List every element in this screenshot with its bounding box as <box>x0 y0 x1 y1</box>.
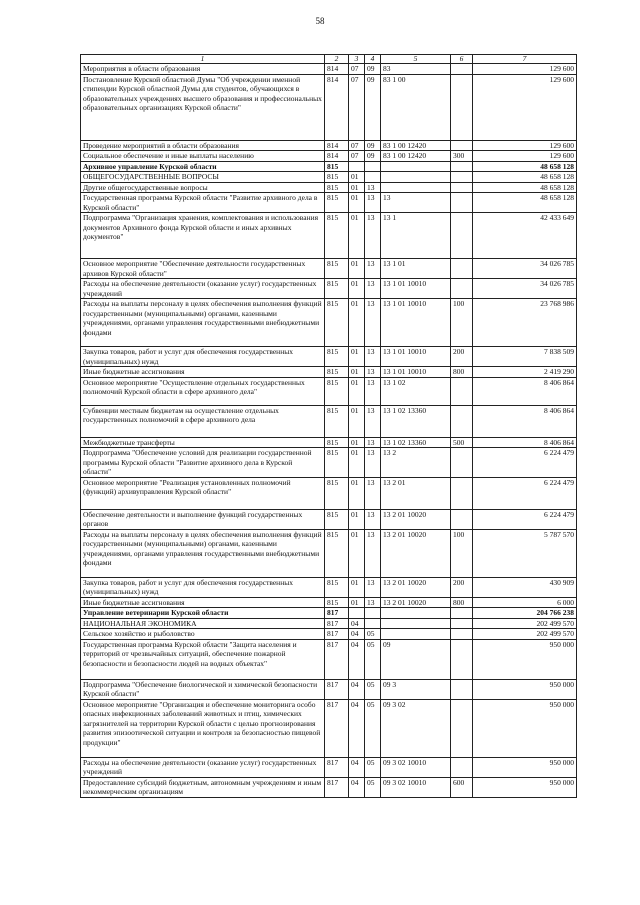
row-amount: 48 658 128 <box>473 182 577 193</box>
row-name: Основное мероприятие "Обеспечение деятельности государственных архивов Курской области" <box>81 259 325 279</box>
row-expense-type <box>451 509 473 529</box>
row-section: 01 <box>349 182 365 193</box>
row-expense-type <box>451 74 473 140</box>
row-section: 01 <box>349 172 365 183</box>
row-target-article: 13 1 01 10010 <box>381 347 451 367</box>
row-ministry-code: 814 <box>325 140 349 151</box>
row-target-article: 13 1 01 10010 <box>381 367 451 378</box>
row-amount: 5 787 570 <box>473 529 577 577</box>
row-expense-type <box>451 477 473 509</box>
table-row <box>81 182 577 193</box>
row-subsection: 13 <box>365 509 381 529</box>
row-expense-type <box>451 639 473 679</box>
row-target-article: 13 1 02 <box>381 377 451 405</box>
table-row <box>81 577 577 597</box>
row-target-article <box>381 618 451 629</box>
row-section: 01 <box>349 577 365 597</box>
row-amount: 202 499 570 <box>473 629 577 640</box>
row-section: 01 <box>349 529 365 577</box>
row-section: 04 <box>349 777 365 797</box>
row-expense-type <box>451 259 473 279</box>
row-name: Сельское хозяйство и рыболовство <box>81 629 325 640</box>
row-section: 07 <box>349 140 365 151</box>
row-target-article <box>381 182 451 193</box>
row-subsection: 13 <box>365 577 381 597</box>
row-subsection: 13 <box>365 597 381 608</box>
row-section <box>349 161 365 172</box>
row-subsection <box>365 618 381 629</box>
row-ministry-code: 815 <box>325 299 349 347</box>
row-ministry-code: 817 <box>325 608 349 619</box>
row-expense-type <box>451 757 473 777</box>
page-number: 58 <box>315 16 325 26</box>
row-ministry-code: 817 <box>325 629 349 640</box>
row-subsection <box>365 161 381 172</box>
row-expense-type <box>451 64 473 75</box>
row-amount: 950 000 <box>473 777 577 797</box>
row-expense-type: 100 <box>451 529 473 577</box>
row-target-article: 13 1 02 13360 <box>381 437 451 448</box>
table-row <box>81 477 577 509</box>
row-amount: 129 600 <box>473 74 577 140</box>
row-name: Основное мероприятие "Реализация установленных полномочий (функций) архивуправления Курской области" <box>81 477 325 509</box>
row-amount: 34 026 785 <box>473 259 577 279</box>
row-amount: 202 499 570 <box>473 618 577 629</box>
row-target-article: 13 1 01 <box>381 259 451 279</box>
row-section: 07 <box>349 64 365 75</box>
row-name: НАЦИОНАЛЬНАЯ ЭКОНОМИКА <box>81 618 325 629</box>
row-subsection: 09 <box>365 74 381 140</box>
row-ministry-code: 815 <box>325 347 349 367</box>
table-row <box>81 437 577 448</box>
row-ministry-code: 815 <box>325 577 349 597</box>
row-subsection: 13 <box>365 347 381 367</box>
column-number: 5 <box>381 55 451 64</box>
table-row <box>81 161 577 172</box>
row-target-article: 13 1 <box>381 213 451 259</box>
table-body <box>81 64 577 798</box>
row-name: Расходы на выплаты персоналу в целях обеспечения выполнения функций государственными (муниципальными) органами, казенными учреждениями, органами управления государственными внебюджетными фондами <box>81 529 325 577</box>
column-number: 4 <box>365 55 381 64</box>
row-amount: 48 658 128 <box>473 172 577 183</box>
row-subsection: 05 <box>365 777 381 797</box>
row-amount: 129 600 <box>473 151 577 162</box>
row-ministry-code: 817 <box>325 618 349 629</box>
row-section: 01 <box>349 377 365 405</box>
table-row <box>81 405 577 437</box>
row-name: Государственная программа Курской области "Защита населения и территорий от чрезвычайных ситуаций, обеспечение пожарной безопасности и безопасности людей на водных объектах" <box>81 639 325 679</box>
table-row <box>81 699 577 757</box>
row-ministry-code: 814 <box>325 64 349 75</box>
row-expense-type <box>451 193 473 213</box>
row-name: Социальное обеспечение и иные выплаты населению <box>81 151 325 162</box>
column-number-row <box>81 55 577 64</box>
row-expense-type: 100 <box>451 299 473 347</box>
row-amount: 2 419 290 <box>473 367 577 378</box>
row-amount: 950 000 <box>473 639 577 679</box>
row-subsection: 09 <box>365 151 381 162</box>
row-amount: 42 433 649 <box>473 213 577 259</box>
row-name: Расходы на выплаты персоналу в целях обеспечения выполнения функций государственными (муниципальными) органами, казенными учреждениями, органами управления государственными внебюджетными фондами <box>81 299 325 347</box>
row-section: 01 <box>349 259 365 279</box>
row-ministry-code: 815 <box>325 597 349 608</box>
row-section: 04 <box>349 679 365 699</box>
row-section: 01 <box>349 299 365 347</box>
table-row <box>81 629 577 640</box>
row-ministry-code: 815 <box>325 172 349 183</box>
row-subsection: 05 <box>365 699 381 757</box>
row-expense-type <box>451 213 473 259</box>
row-target-article <box>381 629 451 640</box>
table-row <box>81 448 577 478</box>
row-ministry-code: 815 <box>325 213 349 259</box>
row-ministry-code: 814 <box>325 151 349 162</box>
table-row <box>81 213 577 259</box>
row-target-article: 83 1 00 <box>381 74 451 140</box>
row-expense-type <box>451 377 473 405</box>
row-subsection: 13 <box>365 213 381 259</box>
row-name: Другие общегосударственные вопросы <box>81 182 325 193</box>
table-row <box>81 618 577 629</box>
row-ministry-code: 815 <box>325 448 349 478</box>
row-subsection: 13 <box>365 259 381 279</box>
row-target-article: 13 2 01 <box>381 477 451 509</box>
row-name: Расходы на обеспечение деятельности (оказание услуг) государственных учреждений <box>81 279 325 299</box>
row-subsection: 13 <box>365 405 381 437</box>
row-name: Подпрограмма "Обеспечение условий для реализации государственной программы Курской области "Развитие архивного дела в Курской области" <box>81 448 325 478</box>
table-row <box>81 172 577 183</box>
row-amount: 8 406 864 <box>473 437 577 448</box>
row-subsection: 13 <box>365 437 381 448</box>
table-row <box>81 299 577 347</box>
row-section: 04 <box>349 639 365 679</box>
row-subsection: 13 <box>365 367 381 378</box>
row-target-article: 83 <box>381 64 451 75</box>
row-amount: 950 000 <box>473 757 577 777</box>
row-ministry-code: 814 <box>325 74 349 140</box>
row-subsection: 13 <box>365 299 381 347</box>
row-ministry-code: 817 <box>325 679 349 699</box>
row-subsection: 13 <box>365 529 381 577</box>
table-row <box>81 259 577 279</box>
row-name: Государственная программа Курской области "Развитие архивного дела в Курской области" <box>81 193 325 213</box>
row-subsection: 05 <box>365 629 381 640</box>
row-amount: 7 838 509 <box>473 347 577 367</box>
row-expense-type: 800 <box>451 597 473 608</box>
row-amount: 950 000 <box>473 699 577 757</box>
table-row <box>81 777 577 797</box>
row-section: 04 <box>349 757 365 777</box>
row-target-article: 09 3 02 10010 <box>381 757 451 777</box>
row-amount: 8 406 864 <box>473 377 577 405</box>
table-row <box>81 151 577 162</box>
row-ministry-code: 815 <box>325 259 349 279</box>
row-subsection: 05 <box>365 757 381 777</box>
row-expense-type: 200 <box>451 577 473 597</box>
table-row <box>81 74 577 140</box>
row-section: 01 <box>349 347 365 367</box>
row-expense-type <box>451 448 473 478</box>
row-name: Иные бюджетные ассигнования <box>81 597 325 608</box>
row-section: 01 <box>349 597 365 608</box>
column-number: 2 <box>325 55 349 64</box>
row-amount: 430 909 <box>473 577 577 597</box>
row-ministry-code: 817 <box>325 757 349 777</box>
row-target-article: 13 2 01 10020 <box>381 509 451 529</box>
row-section: 01 <box>349 437 365 448</box>
table-row <box>81 140 577 151</box>
row-name: Основное мероприятие "Осуществление отдельных государственных полномочий Курской области в сфере архивного дела" <box>81 377 325 405</box>
row-ministry-code: 815 <box>325 182 349 193</box>
table-row <box>81 597 577 608</box>
row-name: Управление ветеринарии Курской области <box>81 608 325 619</box>
row-section: 04 <box>349 629 365 640</box>
row-amount: 8 406 864 <box>473 405 577 437</box>
row-amount: 6 224 479 <box>473 509 577 529</box>
table-row <box>81 639 577 679</box>
row-target-article: 09 3 02 <box>381 699 451 757</box>
row-amount: 129 600 <box>473 140 577 151</box>
row-ministry-code: 815 <box>325 279 349 299</box>
row-ministry-code: 815 <box>325 161 349 172</box>
row-section: 07 <box>349 74 365 140</box>
row-ministry-code: 815 <box>325 437 349 448</box>
table-row <box>81 679 577 699</box>
row-name: Подпрограмма "Организация хранения, комплектования и использования документов Архивного фонда Курской области и иных архивных документов" <box>81 213 325 259</box>
row-expense-type: 600 <box>451 777 473 797</box>
row-section: 01 <box>349 448 365 478</box>
row-amount: 23 768 986 <box>473 299 577 347</box>
table-row <box>81 279 577 299</box>
row-ministry-code: 817 <box>325 777 349 797</box>
row-expense-type: 500 <box>451 437 473 448</box>
row-target-article: 13 1 01 10010 <box>381 279 451 299</box>
row-name: Архивное управление Курской области <box>81 161 325 172</box>
row-ministry-code: 817 <box>325 699 349 757</box>
row-target-article: 09 3 <box>381 679 451 699</box>
table-header <box>81 55 577 64</box>
row-subsection: 05 <box>365 679 381 699</box>
row-expense-type <box>451 161 473 172</box>
row-name: Постановление Курской областной Думы "Об учреждении именной стипендии Курской областной Думы для студентов, обучающихся в образовательных учреждениях высшего образования и профессиональных образовательных организациях Курской области" <box>81 74 325 140</box>
table-row <box>81 377 577 405</box>
budget-table <box>80 54 577 798</box>
row-section: 07 <box>349 151 365 162</box>
row-subsection <box>365 172 381 183</box>
row-amount: 204 766 238 <box>473 608 577 619</box>
row-target-article: 13 1 01 10010 <box>381 299 451 347</box>
row-name: Подпрограмма "Обеспечение биологической и химической безопасности Курской области" <box>81 679 325 699</box>
row-ministry-code: 815 <box>325 377 349 405</box>
row-name: Межбюджетные трансферты <box>81 437 325 448</box>
row-subsection: 09 <box>365 140 381 151</box>
row-section: 04 <box>349 618 365 629</box>
row-ministry-code: 817 <box>325 639 349 679</box>
row-section: 01 <box>349 477 365 509</box>
row-subsection: 13 <box>365 182 381 193</box>
table-row <box>81 64 577 75</box>
table-row <box>81 347 577 367</box>
column-number: 1 <box>81 55 325 64</box>
row-name: Закупка товаров, работ и услуг для обеспечения государственных (муниципальных) нужд <box>81 577 325 597</box>
table-row <box>81 608 577 619</box>
row-target-article: 13 <box>381 193 451 213</box>
row-name: Закупка товаров, работ и услуг для обеспечения государственных (муниципальных) нужд <box>81 347 325 367</box>
row-target-article <box>381 161 451 172</box>
row-expense-type <box>451 182 473 193</box>
row-expense-type <box>451 618 473 629</box>
row-expense-type <box>451 140 473 151</box>
table-row <box>81 757 577 777</box>
row-expense-type <box>451 679 473 699</box>
row-section <box>349 608 365 619</box>
row-target-article: 13 2 01 10020 <box>381 597 451 608</box>
row-subsection: 05 <box>365 639 381 679</box>
row-expense-type <box>451 629 473 640</box>
row-target-article: 13 1 02 13360 <box>381 405 451 437</box>
row-target-article <box>381 172 451 183</box>
table-row <box>81 193 577 213</box>
row-section: 01 <box>349 509 365 529</box>
row-amount: 6 000 <box>473 597 577 608</box>
row-target-article: 13 2 01 10020 <box>381 577 451 597</box>
row-name: Основное мероприятие "Организация и обеспечение мониторинга особо опасных инфекционных заболеваний животных и птиц, химических загрязнителей на территории Курской области с целью прогнозирования развития эпизоотической ситуации и контроля за безопасностью пищевой продукции" <box>81 699 325 757</box>
row-name: Субвенции местным бюджетам на осуществление отдельных государственных полномочий в сфере архивного дела <box>81 405 325 437</box>
row-amount: 129 600 <box>473 64 577 75</box>
row-target-article: 13 2 <box>381 448 451 478</box>
row-ministry-code: 815 <box>325 193 349 213</box>
row-target-article: 09 <box>381 639 451 679</box>
row-ministry-code: 815 <box>325 367 349 378</box>
row-expense-type <box>451 279 473 299</box>
row-subsection: 13 <box>365 477 381 509</box>
row-name: Проведение мероприятий в области образования <box>81 140 325 151</box>
row-amount: 6 224 479 <box>473 448 577 478</box>
row-amount: 6 224 479 <box>473 477 577 509</box>
table-row <box>81 509 577 529</box>
column-number: 3 <box>349 55 365 64</box>
row-name: Обеспечение деятельности и выполнение функций государственных органов <box>81 509 325 529</box>
row-amount: 950 000 <box>473 679 577 699</box>
row-expense-type <box>451 405 473 437</box>
row-target-article: 83 1 00 12420 <box>381 151 451 162</box>
row-section: 01 <box>349 367 365 378</box>
column-number: 7 <box>473 55 577 64</box>
row-amount: 34 026 785 <box>473 279 577 299</box>
row-subsection: 13 <box>365 279 381 299</box>
row-section: 04 <box>349 699 365 757</box>
column-number: 6 <box>451 55 473 64</box>
row-target-article: 09 3 02 10010 <box>381 777 451 797</box>
table-row <box>81 367 577 378</box>
row-name: Мероприятия в области образования <box>81 64 325 75</box>
row-name: Иные бюджетные ассигнования <box>81 367 325 378</box>
row-ministry-code: 815 <box>325 477 349 509</box>
row-name: Расходы на обеспечение деятельности (оказание услуг) государственных учреждений <box>81 757 325 777</box>
row-amount: 48 658 128 <box>473 161 577 172</box>
row-expense-type: 200 <box>451 347 473 367</box>
row-target-article: 13 2 01 10020 <box>381 529 451 577</box>
row-ministry-code: 815 <box>325 509 349 529</box>
row-expense-type: 800 <box>451 367 473 378</box>
row-expense-type <box>451 699 473 757</box>
row-section: 01 <box>349 405 365 437</box>
row-subsection: 09 <box>365 64 381 75</box>
row-subsection: 13 <box>365 193 381 213</box>
row-subsection: 13 <box>365 377 381 405</box>
row-amount: 48 658 128 <box>473 193 577 213</box>
row-expense-type <box>451 172 473 183</box>
row-section: 01 <box>349 279 365 299</box>
row-target-article <box>381 608 451 619</box>
row-expense-type: 300 <box>451 151 473 162</box>
row-name: Предоставление субсидий бюджетным, автономным учреждениям и иным некоммерческим организациям <box>81 777 325 797</box>
row-section: 01 <box>349 193 365 213</box>
row-target-article: 83 1 00 12420 <box>381 140 451 151</box>
row-subsection <box>365 608 381 619</box>
row-ministry-code: 815 <box>325 529 349 577</box>
row-section: 01 <box>349 213 365 259</box>
row-name: ОБЩЕГОСУДАРСТВЕННЫЕ ВОПРОСЫ <box>81 172 325 183</box>
row-ministry-code: 815 <box>325 405 349 437</box>
row-subsection: 13 <box>365 448 381 478</box>
table-row <box>81 529 577 577</box>
row-expense-type <box>451 608 473 619</box>
